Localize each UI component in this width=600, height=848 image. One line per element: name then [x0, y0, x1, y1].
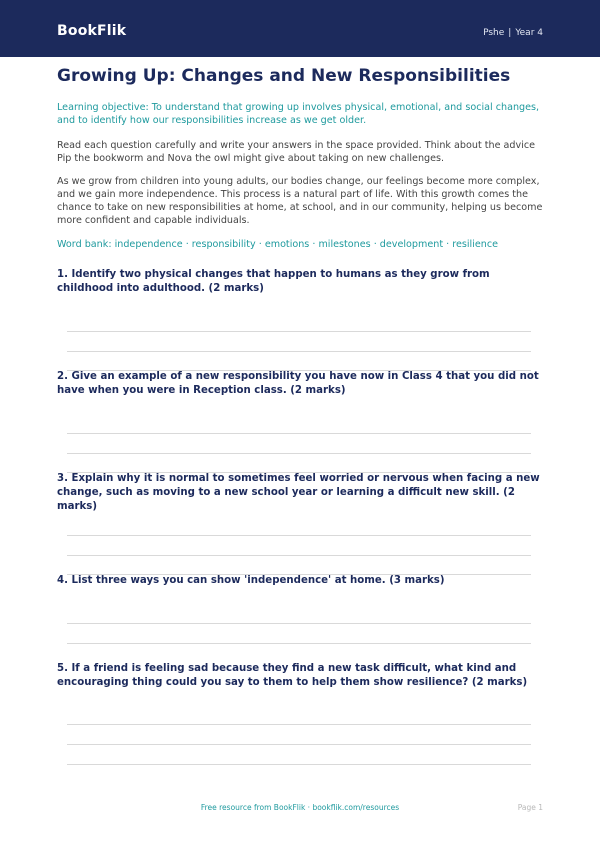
answer-line[interactable]	[67, 351, 531, 352]
brand-logo: BookFlik	[57, 23, 127, 39]
question-3	[57, 472, 545, 514]
intro-text: As we grow from children into young adults, our bodies change, our feelings become more complex, and we gain more independence. This process is a natural part of life. With this growth comes the chance to take on new responsibilities at home, at school, and in our community, helping us become more confident and capable individuals.	[57, 176, 543, 226]
page-number: Page 1	[517, 803, 543, 812]
answer-line[interactable]	[67, 331, 531, 332]
answer-line[interactable]	[67, 724, 531, 725]
answer-line[interactable]	[67, 574, 531, 575]
answer-line[interactable]	[67, 623, 531, 624]
question-text: 1. Identify two physical changes that happen to humans as they grow from childhood into adulthood. (2 marks)	[57, 269, 490, 294]
question-2	[57, 370, 545, 398]
answer-line[interactable]	[67, 643, 531, 644]
page-footer	[0, 803, 600, 817]
instructions-text: Read each question carefully and write your answers in the space provided. Think about the advice Pip the bookworm and Nova the owl might give about taking on new challenges.	[57, 140, 536, 164]
question-5	[57, 662, 545, 690]
word-bank: Word bank: independence · responsibility · emotions · milestones · development · resilience	[57, 239, 499, 250]
answer-line[interactable]	[67, 433, 531, 434]
answer-line[interactable]	[67, 453, 531, 454]
answer-line[interactable]	[67, 370, 531, 371]
question-text: 3. Explain why it is normal to sometimes feel worried or nervous when facing a new change, such as moving to a new school year or learning a difficult new skill. (2 marks)	[57, 473, 540, 512]
question-text: 5. If a friend is feeling sad because they find a new task difficult, what kind and encouraging thing could you say to them to help them show resilience? (2 marks)	[57, 663, 528, 688]
footer-link[interactable]: Free resource from BookFlik · bookflik.com/resources	[200, 803, 400, 812]
answer-line[interactable]	[67, 555, 531, 556]
page-header	[0, 0, 600, 57]
question-text: 2. Give an example of a new responsibility you have now in Class 4 that you did not have when you were in Reception class. (2 marks)	[57, 371, 539, 396]
year-label: Year 4	[515, 28, 543, 38]
question-text: 4. List three ways you can show 'independence' at home. (3 marks)	[57, 575, 445, 586]
intro-section	[57, 65, 545, 251]
header-meta	[483, 27, 543, 39]
answer-line[interactable]	[67, 764, 531, 765]
answer-line[interactable]	[67, 535, 531, 536]
question-1	[57, 268, 545, 296]
subject-label: Pshe	[483, 28, 505, 38]
question-4	[57, 574, 545, 588]
answer-line[interactable]	[67, 472, 531, 473]
answer-line[interactable]	[67, 744, 531, 745]
page-title: Growing Up: Changes and New Responsibilities	[57, 66, 511, 86]
meta-separator: |	[508, 28, 512, 38]
learning-objective: Learning objective: To understand that growing up involves physical, emotional, and social changes, and to identify how our responsibilities increase as we get older.	[57, 102, 540, 126]
